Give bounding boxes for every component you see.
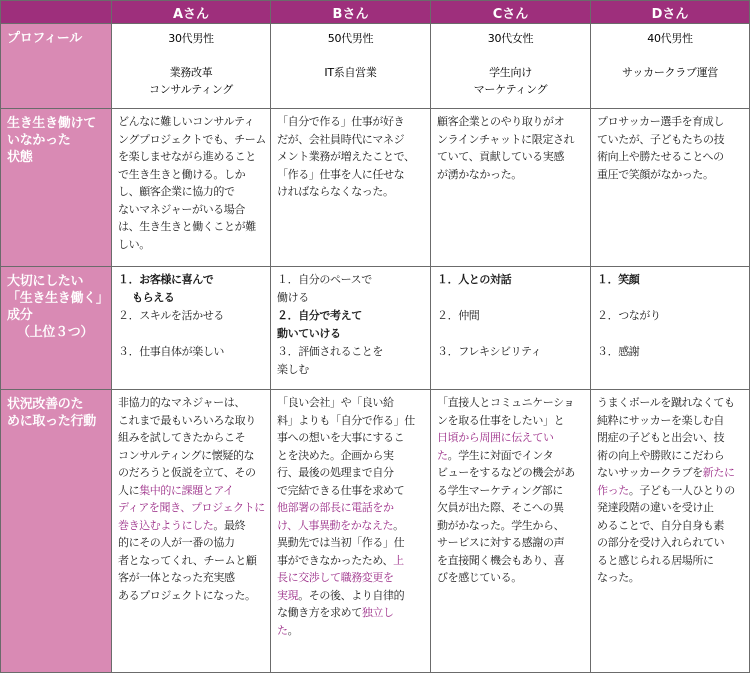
text-line: めることで、自分自身も素 <box>597 518 724 532</box>
row-label-values: 大切にしたい 「生き生き働く」 成分 （上位３つ） <box>1 267 112 390</box>
text-line: は、生き生きと働くことが難 <box>118 220 256 233</box>
text-line: を直接聞く機会もあり、喜 <box>437 553 565 567</box>
highlight-text: 作った <box>597 483 629 497</box>
text-line: 「良い会社」や「良い給 <box>277 396 394 409</box>
value-rank-3: ３．フレキシビリティ <box>437 345 542 358</box>
text-line <box>437 447 585 465</box>
text-line: 純粋にサッカーを楽しむ自 <box>597 413 724 427</box>
text-line: しい。 <box>118 237 150 251</box>
state-row <box>1 109 750 267</box>
highlight-text: 新たに <box>702 466 735 479</box>
text-line: 閉症の子どもと出会い、技 <box>597 431 725 444</box>
profile-age: 30代女性 <box>487 32 534 45</box>
text-line: 重圧で笑顔がなかった。 <box>597 167 714 181</box>
text-line: ングプロジェクトでも、チーム <box>118 132 266 146</box>
row-label-profile: プロフィール <box>1 24 112 109</box>
actions-cell-d <box>591 390 750 673</box>
highlight-text: 他部署の部長に電話をか <box>277 501 394 514</box>
profile-job: マーケティング <box>473 83 548 96</box>
value-rank-3: ３．感謝 <box>597 345 640 358</box>
text-line: だが、会社員時代にマネジ <box>277 132 405 146</box>
text-line: し、顧客企業に協力的で <box>118 185 235 198</box>
value-rank-1: １．お客様に喜んで <box>118 273 214 286</box>
text-line: これまで最もいろいろな取り <box>118 413 256 427</box>
header-d: Dさん <box>591 1 750 24</box>
highlight-text: け、人事異動をかなえた <box>277 518 394 532</box>
corner-cell <box>1 1 112 24</box>
value-rank-3: ３．評価されることを <box>277 345 383 358</box>
highlight-text: た <box>277 623 288 637</box>
values-row <box>1 267 750 390</box>
value-rank-2: ２．自分で考えて <box>277 309 362 322</box>
text-segment: な働き方を求めて <box>277 606 362 619</box>
highlight-text: 上 <box>393 553 404 567</box>
value-rank-1-cont: もらえる <box>132 291 175 304</box>
text-line <box>277 552 425 570</box>
header-c: Cさん <box>431 1 591 24</box>
text-line: ンを取る仕事をしたい」と <box>437 413 565 427</box>
state-cell-a <box>112 109 271 267</box>
highlight-text: 独立し <box>361 606 394 619</box>
value-rank-2: ２．スキルを活かせる <box>118 309 224 322</box>
value-rank-3: ３．仕事自体が楽しい <box>118 345 224 358</box>
text-line <box>277 517 425 535</box>
text-line: 術向上や勝たせることへの <box>597 150 724 163</box>
text-line: あるプロジェクトになった。 <box>118 588 256 602</box>
text-line: うまくボールを蹴れなくても <box>597 396 735 409</box>
text-line: ないマネジャーがいる場合 <box>118 202 245 216</box>
text-line: 行、最後の処理まで自分 <box>277 466 394 479</box>
text-line <box>597 482 744 500</box>
highlight-text: た <box>437 448 448 462</box>
text-line: 術の向上や勝敗にこだわら <box>597 448 725 462</box>
text-line: 非協力的なマネジャーは、 <box>118 396 245 409</box>
text-line: コンサルティングに懐疑的な <box>118 448 255 462</box>
text-line: 料」よりも「自分で作る」仕 <box>277 413 415 427</box>
text-line: ビューをするなどの機会があ <box>437 466 575 479</box>
text-segment: ないサッカークラブを <box>597 466 703 479</box>
text-line: ると感じられる居場所に <box>597 553 714 567</box>
text-line: 的にその人が一番の協力 <box>118 536 235 549</box>
text-line <box>597 464 744 482</box>
text-line: ていたが、子どもたちの技 <box>597 132 725 146</box>
profile-age: 40代男性 <box>647 32 693 45</box>
text-line: 組みを試してきたからこそ <box>118 431 246 444</box>
text-line: 顧客企業とのやり取りがオ <box>437 115 565 128</box>
text-line <box>118 517 265 535</box>
profile-row <box>1 24 750 109</box>
text-segment: 。最終 <box>213 518 246 532</box>
text-line: びを感じている。 <box>437 571 522 584</box>
text-line: ンラインチャットに限定され <box>437 132 575 146</box>
profile-age: 30代男性 <box>168 32 214 45</box>
header-row <box>1 1 750 24</box>
text-line: 欠員が出た際、そこへの異 <box>437 501 564 514</box>
text-line: 「作る」仕事を人に任せな <box>277 167 405 181</box>
text-line <box>277 604 425 622</box>
text-line: が湧かなかった。 <box>437 167 522 181</box>
text-segment: 事ができなかったため、 <box>277 553 394 567</box>
profile-cell-a <box>112 24 271 109</box>
highlight-text: ディアを聞き、プロジェクトに <box>118 501 265 514</box>
state-cell-c <box>431 109 591 267</box>
actions-cell-c <box>431 390 591 673</box>
value-rank-2-cont: 動いていける <box>277 327 341 340</box>
value-rank-1: １．笑顔 <box>597 273 640 286</box>
text-line: とを決めた。企画から実 <box>277 448 394 462</box>
actions-cell-b <box>271 390 431 673</box>
highlight-text: 日頃から周囲に伝えてい <box>437 431 554 444</box>
state-cell-d <box>591 109 750 267</box>
text-line: で完結できる仕事を求めて <box>277 483 405 497</box>
actions-row <box>1 390 750 673</box>
text-line: ければならなくなった。 <box>277 185 394 198</box>
highlight-text: 実現 <box>277 588 299 602</box>
text-line <box>118 482 265 500</box>
text-line: 者となってくれ、チームと顧 <box>118 553 257 567</box>
values-cell-d <box>591 267 750 390</box>
state-cell-b <box>271 109 431 267</box>
text-segment: 。 <box>393 518 404 532</box>
text-line: の部分を受け入れられてい <box>597 536 725 549</box>
text-line: プロサッカー選手を育成し <box>597 115 724 128</box>
text-line <box>277 587 425 605</box>
header-b: Bさん <box>271 1 431 24</box>
text-line: 客が一体となった充実感 <box>118 571 235 584</box>
value-rank-1: １．人との対話 <box>437 273 512 286</box>
text-line: 動がかなった。学生から、 <box>437 518 565 532</box>
text-line: 「直接人とコミュニケーショ <box>437 396 575 409</box>
text-line: を楽しませながら進めること <box>118 150 256 163</box>
text-line: サービスに対する感謝の声 <box>437 536 565 549</box>
value-rank-1-cont: 働ける <box>277 291 309 304</box>
values-cell-a <box>112 267 271 390</box>
profile-job: 学生向け <box>489 66 532 79</box>
text-segment: 。子ども一人ひとりの <box>628 483 735 497</box>
text-line: で生き生きと働ける。しか <box>118 167 246 181</box>
text-line: 「自分で作る」仕事が好き <box>277 115 405 128</box>
row-label-actions: 状況改善のた めに取った行動 <box>1 390 112 673</box>
actions-cell-a <box>112 390 271 673</box>
profile-job: コンサルティング <box>149 83 233 96</box>
profile-job: サッカークラブ運営 <box>621 66 719 79</box>
text-line: メント業務が増えたことで、 <box>277 150 415 163</box>
profile-age: 50代男性 <box>327 32 374 45</box>
text-segment: 。 <box>287 623 299 637</box>
profile-cell-b <box>271 24 431 109</box>
value-rank-2: ２．仲間 <box>437 309 480 322</box>
profile-cell-d <box>591 24 750 109</box>
text-line: どんなに難しいコンサルティ <box>118 115 255 128</box>
profile-job: IT系自営業 <box>324 66 377 79</box>
text-line: 発達段階の違いを受け止 <box>597 501 714 514</box>
row-label-state: 生き生き働けて いなかった 状態 <box>1 109 112 267</box>
value-rank-1: １．自分のペースで <box>277 273 372 286</box>
text-segment: 。その後、より自律的 <box>298 588 405 602</box>
text-line: のだろうと仮説を立て、その <box>118 466 256 479</box>
text-line: 異動先では当初「作る」仕 <box>277 536 405 549</box>
header-a: Aさん <box>112 1 271 24</box>
profile-job: 業務改革 <box>169 66 213 79</box>
text-line: ていて、貢献している実感 <box>437 150 564 163</box>
highlight-text: 集中的に課題とアイ <box>139 483 234 497</box>
profile-cell-c <box>431 24 591 109</box>
text-line: 事への想いを大事にするこ <box>277 431 405 444</box>
text-line <box>277 622 425 640</box>
text-line: なった。 <box>597 571 640 584</box>
value-rank-3-cont: 楽しむ <box>277 363 309 376</box>
highlight-text: 長に交渉して職務変更を <box>277 571 394 584</box>
highlight-text: 巻き込むようにした <box>118 518 214 532</box>
text-segment: 。学生に対面でインタ <box>447 448 554 462</box>
value-rank-2: ２．つながり <box>597 309 661 322</box>
text-line: る学生マーケティング部に <box>437 483 563 497</box>
values-cell-b <box>271 267 431 390</box>
text-segment: 人に <box>118 483 140 497</box>
values-cell-c <box>431 267 591 390</box>
